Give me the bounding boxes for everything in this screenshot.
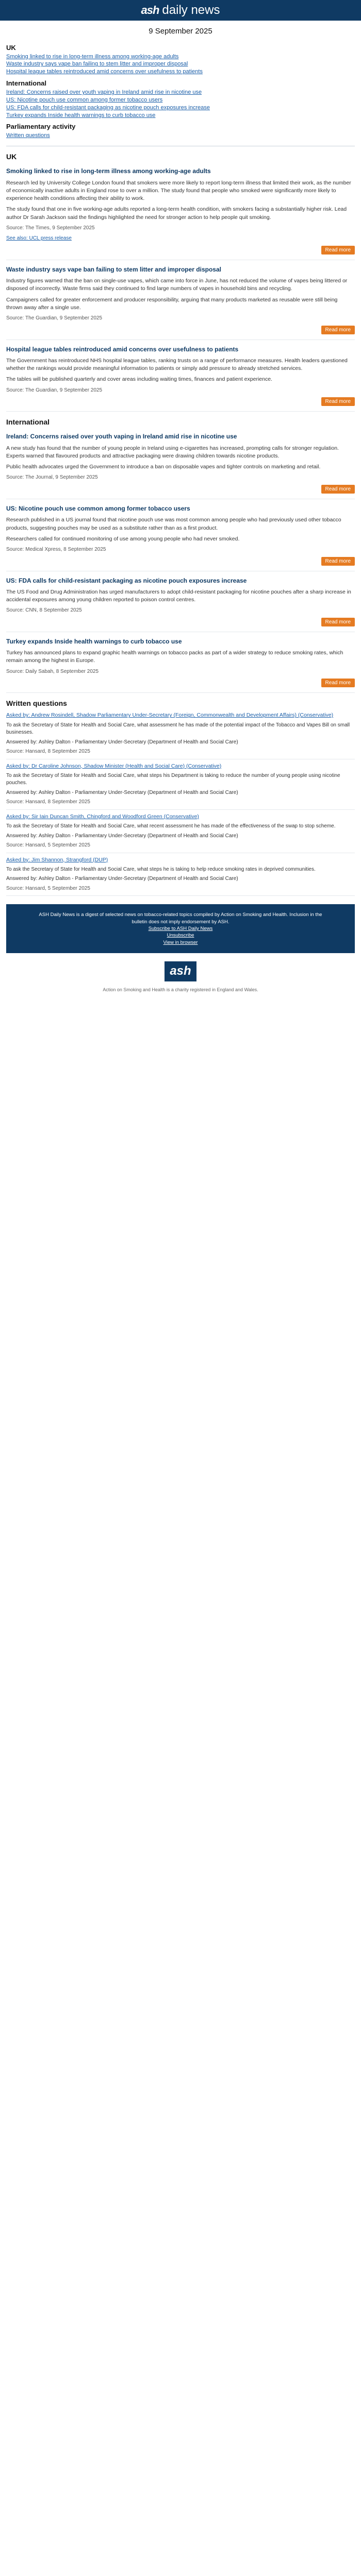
article	[6, 162, 355, 260]
article	[6, 427, 355, 499]
question-asker-link[interactable]: Asked by: Dr Caroline Johnson, Shadow Minister (Health and Social Care) (Conservative)	[6, 762, 222, 769]
written-question	[6, 810, 355, 853]
content	[0, 43, 361, 1009]
footer-note: Action on Smoking and Health is a charity registered in England and Wales.	[103, 987, 258, 992]
question-text: To ask the Secretary of State for Health and Social Care, what recent assessment he has made of the effectiveness of the swap to stop scheme.	[6, 823, 336, 829]
article	[6, 632, 355, 693]
article-paragraph: Campaigners called for greater enforcement and producer responsibility, arguing that many products marketed as reusable were still being thrown away after a single use.	[6, 296, 338, 311]
article-source: Source: CNN, 8 September 2025	[6, 607, 82, 614]
read-more-button[interactable]: Read more	[321, 397, 355, 406]
toc-link[interactable]: Waste industry says vape ban failing to stem litter and improper disposal	[6, 61, 188, 67]
article-paragraph: Research published in a US journal found that nicotine pouch use was most common among people who had previously used other tobacco products, suggesting pouches may be used as a substitute rather than as a first product.	[6, 517, 341, 531]
article-title: Turkey expands Inside health warnings to curb tobacco use	[6, 637, 182, 645]
footer-band	[6, 904, 355, 953]
question-source: Source: Hansard, 8 September 2025	[6, 799, 90, 805]
written-question	[6, 853, 355, 896]
see-also-link[interactable]: See also: UCL press release	[6, 235, 72, 242]
answer-by: Answered by: Ashley Dalton - Parliamentary Under-Secretary (Department of Health and Social Care)	[6, 833, 238, 839]
footer-disclaimer: ASH Daily News is a digest of selected news on tobacco-related topics compiled by Action on Smoking and Health. Inclusion in the bulletin does not imply endorsement by ASH.	[39, 912, 322, 925]
intl-section-heading: International	[6, 418, 50, 427]
question-asker-link[interactable]: Asked by: Andrew Rosindell, Shadow Parliamentary Under-Secretary (Foreign, Commonwealth and Development Affairs) (Conservative)	[6, 712, 334, 719]
email-page	[0, 0, 361, 1009]
toc-link[interactable]: Ireland: Concerns raised over youth vaping in Ireland amid rise in nicotine use	[6, 89, 202, 95]
article-source: Source: Daily Sabah, 8 September 2025	[6, 668, 99, 674]
toc-parl-heading: Parliamentary activity	[6, 123, 76, 131]
subscribe-link[interactable]: Subscribe to ASH Daily News	[148, 925, 213, 931]
read-more-button[interactable]: Read more	[321, 679, 355, 687]
read-more-button[interactable]: Read more	[321, 326, 355, 334]
toc-link[interactable]: Smoking linked to rise in long-term illness among working-age adults	[6, 53, 179, 60]
table-of-contents	[6, 43, 355, 140]
answer-by: Answered by: Ashley Dalton - Parliamentary Under-Secretary (Department of Health and Social Care)	[6, 789, 238, 795]
toc-link[interactable]: US: FDA calls for child-resistant packaging as nicotine pouch exposures increase	[6, 104, 210, 111]
question-source: Source: Hansard, 5 September 2025	[6, 885, 90, 891]
ash-logo	[141, 2, 159, 19]
read-more-button[interactable]: Read more	[321, 485, 355, 494]
read-more-button[interactable]: Read more	[321, 246, 355, 255]
footer	[6, 904, 355, 1008]
article	[6, 499, 355, 571]
read-more-button[interactable]: Read more	[321, 618, 355, 626]
question-asker-link[interactable]: Asked by: Jim Shannon, Strangford (DUP)	[6, 856, 108, 863]
read-more-button[interactable]: Read more	[321, 557, 355, 566]
answer-by: Answered by: Ashley Dalton - Parliamentary Under-Secretary (Department of Health and Social Care)	[6, 876, 238, 882]
article	[6, 571, 355, 632]
article	[6, 260, 355, 340]
unsubscribe-link[interactable]: Unsubscribe	[167, 933, 194, 939]
article-title: Hospital league tables reintroduced amid concerns over usefulness to patients	[6, 345, 239, 353]
footer-logo	[6, 961, 355, 981]
article-title: Smoking linked to rise in long-term illness among working-age adults	[6, 167, 211, 175]
article-paragraph: The study found that one in five working-age adults reported a long-term health condition, with smokers facing a substantially higher risk. Lead author Dr Sarah Jackson said the findings highlighted the need for stronger action to help people quit smoking.	[6, 206, 347, 221]
question-text: To ask the Secretary of State for Health and Social Care, what steps he is taking to help reduce smoking rates in deprived communities.	[6, 866, 316, 872]
article-title: US: Nicotine pouch use common among former tobacco users	[6, 504, 190, 512]
footer-logo-mark: ash	[165, 961, 196, 981]
article	[6, 340, 355, 412]
toc-intl-heading: International	[6, 79, 47, 88]
toc-link[interactable]: Hospital league tables reintroduced amid concerns over usefulness to patients	[6, 69, 203, 75]
written-question	[6, 708, 355, 759]
question-source: Source: Hansard, 8 September 2025	[6, 749, 90, 755]
article-title: Ireland: Concerns raised over youth vaping in Ireland amid rise in nicotine use	[6, 433, 237, 440]
answer-by: Answered by: Ashley Dalton - Parliamentary Under-Secretary (Department of Health and Social Care)	[6, 739, 238, 745]
toc-link[interactable]: Turkey expands Inside health warnings to curb tobacco use	[6, 112, 156, 118]
article-paragraph: The US Food and Drug Administration has urged manufacturers to adopt child-resistant packaging for nicotine pouches after a sharp increase in accidental exposures among young children reported to poison control centres.	[6, 588, 351, 603]
written-question	[6, 759, 355, 810]
article-source: Source: The Times, 9 September 2025	[6, 225, 95, 231]
written-questions-heading: Written questions	[6, 699, 67, 708]
question-asker-link[interactable]: Asked by: Sir Iain Duncan Smith, Chingford and Woodford Green (Conservative)	[6, 813, 199, 820]
question-text: To ask the Secretary of State for Health and Social Care, what assessment he has made of the potential impact of the Tobacco and Vapes Bill on small businesses.	[6, 722, 350, 736]
question-source: Source: Hansard, 5 September 2025	[6, 842, 90, 849]
issue-date: 9 September 2025	[149, 27, 212, 36]
article-source: Source: Medical Xpress, 8 September 2025	[6, 547, 106, 553]
logo-product-name: daily news	[162, 3, 220, 17]
masthead	[0, 0, 361, 21]
article-title: US: FDA calls for child-resistant packaging as nicotine pouch exposures increase	[6, 577, 247, 584]
article-paragraph: A new study has found that the number of young people in Ireland using e-cigarettes has increased, prompting calls for stronger regulation. Experts warned that flavoured products and attractive packaging were drawing children towards nicotine products.	[6, 445, 339, 460]
toc-link[interactable]: US: Nicotine pouch use common among former tobacco users	[6, 96, 163, 103]
view-in-browser-link[interactable]: View in browser	[163, 939, 198, 945]
article-paragraph: Public health advocates urged the Government to introduce a ban on disposable vapes and tighter controls on marketing and retail.	[6, 464, 321, 470]
logo-ash-text: ash	[141, 4, 159, 17]
question-text: To ask the Secretary of State for Health and Social Care, what steps his Department is taking to reduce the number of young people using nicotine pouches.	[6, 772, 340, 786]
article-source: Source: The Journal, 9 September 2025	[6, 474, 98, 481]
article-paragraph: Research led by University College London found that smokers were more likely to report long-term illness that limited their work, as the number of economically inactive adults in England rose to over a million. The study found that people who smoked were significantly more likely to experience health conditions affecting their ability to work.	[6, 179, 351, 202]
article-paragraph: Turkey has announced plans to expand graphic health warnings on tobacco packs as part of a wider strategy to reduce smoking rates, which remain among the highest in Europe.	[6, 650, 343, 664]
toc-uk-heading: UK	[6, 43, 16, 52]
article-source: Source: The Guardian, 9 September 2025	[6, 387, 103, 393]
article-source: Source: The Guardian, 9 September 2025	[6, 315, 103, 321]
article-paragraph: The Government has reintroduced NHS hospital league tables, ranking trusts on a range of performance measures. Health leaders questioned whether the rankings would provide meaningful information to patients or simply add pressure to already stretched services.	[6, 357, 348, 372]
article-paragraph: Researchers called for continued monitoring of use among young people who had never smoked.	[6, 535, 240, 542]
toc-link[interactable]: Written questions	[6, 132, 50, 139]
uk-section-heading: UK	[6, 152, 17, 161]
article-paragraph: Industry figures warned that the ban on single-use vapes, which came into force in June, has not reduced the volume of vapes being littered or disposed of incorrectly. Waste firms said they continued to find large numbers of vapes in household bins and recycling.	[6, 278, 348, 292]
article-title: Waste industry says vape ban failing to stem litter and improper disposal	[6, 265, 221, 273]
article-paragraph: The tables will be published quarterly and cover areas including waiting times, finances and patient experience.	[6, 376, 272, 383]
